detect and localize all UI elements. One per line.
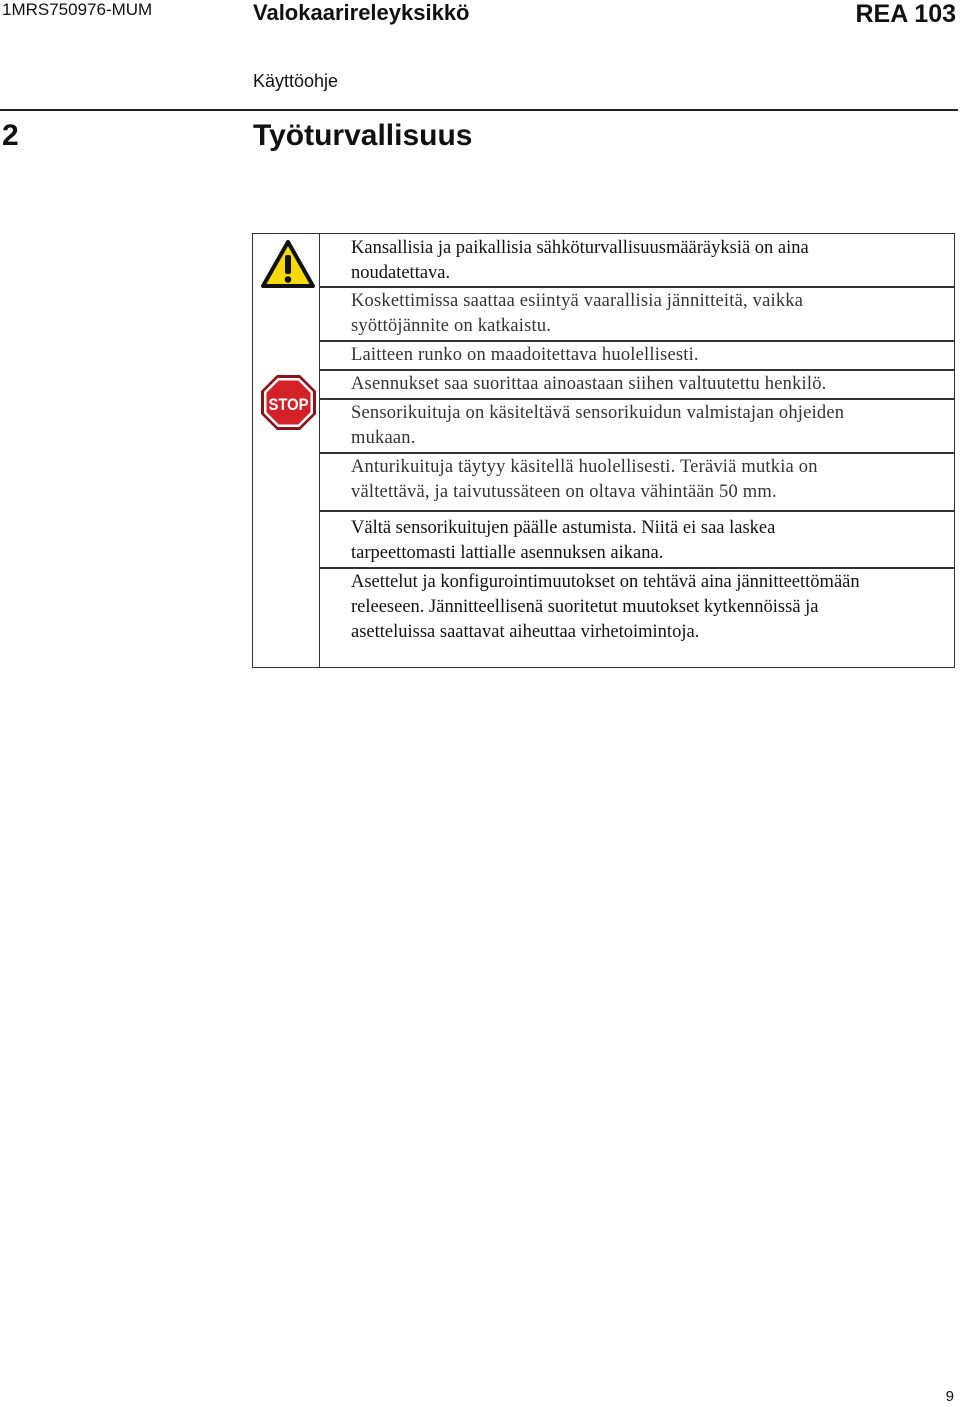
notice-row-2 [320,289,954,339]
document-title: Valokaarireleyksikkö [253,0,470,25]
section-title: Työturvallisuus [253,119,473,152]
row-divider [320,369,954,371]
notice-line: syöttöjännite on katkaistu. [351,316,552,336]
notice-row-7 [320,516,954,566]
page-number: 9 [945,1388,954,1405]
notice-line: releeseen. Jännitteellisenä suoritetut muutokset kytkennöissä ja [351,597,819,617]
notice-row-3 [320,343,954,368]
document-code: 1MRS750976-MUM [2,0,153,19]
row-divider [320,510,954,512]
row-divider [320,452,954,454]
header-divider [0,109,958,111]
icon-column [253,234,320,667]
safety-notice-table [252,233,955,668]
notice-line: noudatettava. [351,263,451,283]
document-type: Käyttöohje [253,71,339,91]
notice-row-6 [320,455,954,505]
product-name: REA 103 [855,0,956,28]
notice-line: Asennukset saa suorittaa ainoastaan siihen valtuutettu henkilö. [351,374,827,394]
row-divider [320,567,954,569]
row-divider [320,340,954,342]
notice-line: Kansallisia ja paikallisia sähköturvallisuusmääräyksiä on aina [351,238,809,258]
stop-icon [260,374,317,431]
notice-line: Asettelut ja konfigurointimuutokset on tehtävä aina jännitteettömään [351,572,860,592]
stop-sign-text: STOP [268,395,309,414]
notice-row-8 [320,570,954,645]
section-number: 2 [2,119,19,152]
notice-line: Sensorikuituja on käsiteltävä sensorikuidun valmistajan ohjeiden [351,403,845,423]
notice-row-4 [320,372,954,397]
row-divider [320,286,954,288]
notice-line: asetteluissa saattavat aiheuttaa virhetoimintoja. [351,622,700,642]
notice-row-5 [320,401,954,451]
warning-icon [261,240,315,288]
notice-line: Laitteen runko on maadoitettava huolellisesti. [351,345,699,365]
notice-line: Koskettimissa saattaa esiintyä vaarallisia jännitteitä, vaikka [351,291,804,311]
notice-line: mukaan. [351,428,416,448]
notice-row-1 [320,236,954,286]
notice-line: Anturikuituja täytyy käsitellä huolellisesti. Teräviä mutkia on [351,457,818,477]
notice-line: tarpeettomasti lattialle asennuksen aikana. [351,543,664,563]
row-divider [320,398,954,400]
notice-line: vältettävä, ja taivutussäteen on oltava vähintään 50 mm. [351,482,777,502]
notice-text-column [320,234,954,667]
notice-line: Vältä sensorikuitujen päälle astumista. Niitä ei saa laskea [351,518,776,538]
